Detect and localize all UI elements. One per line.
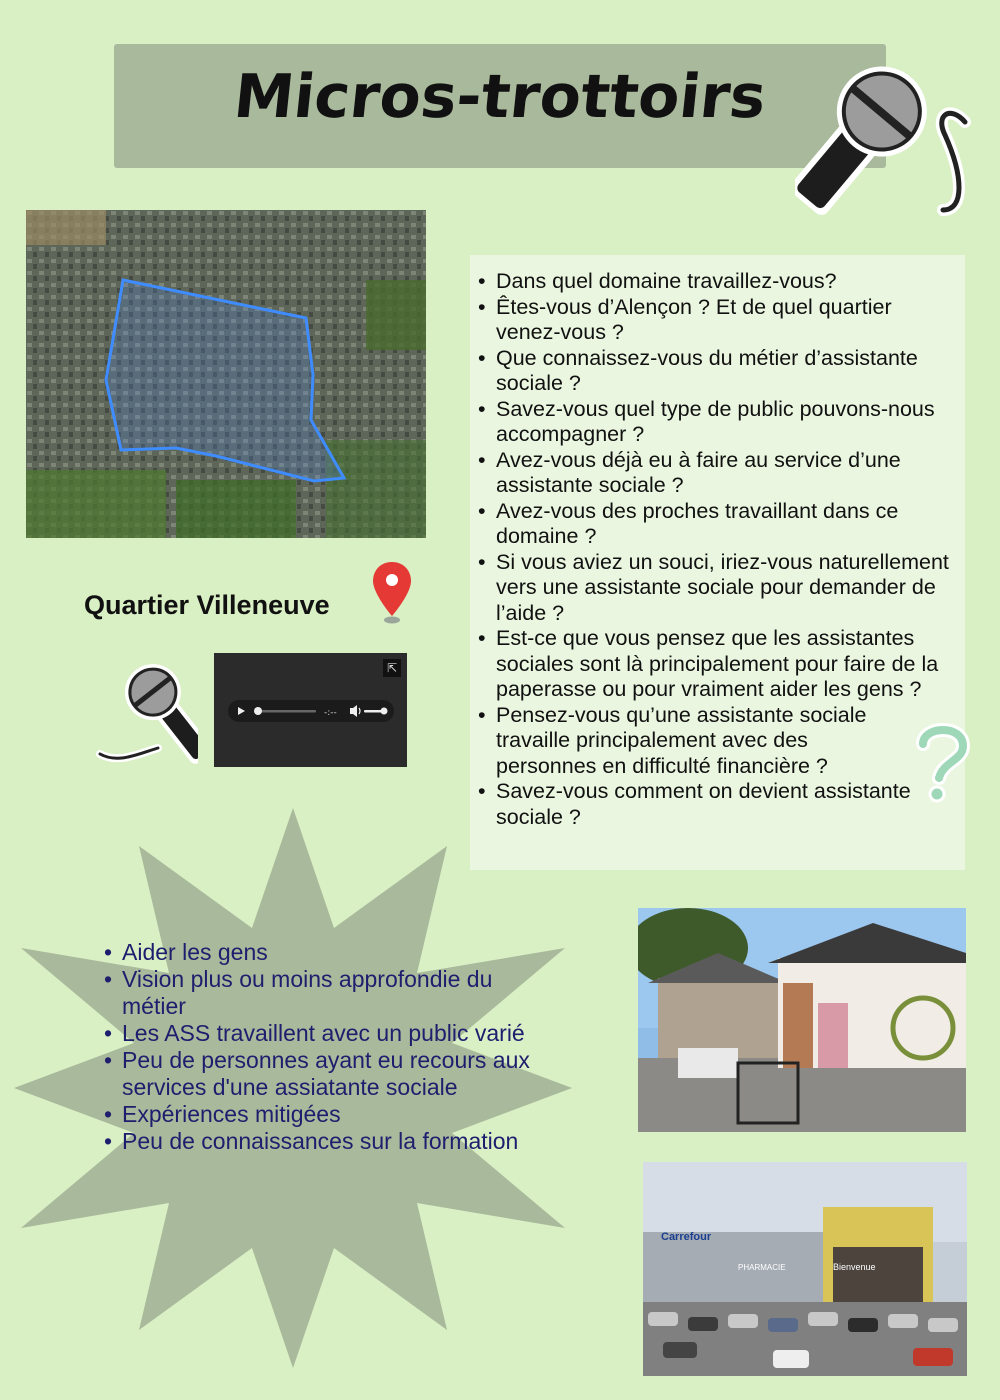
audio-player bbox=[214, 653, 407, 767]
question-item: • Si vous aviez un souci, iriez-vous naturellement vers une assistante sociale pour demander de l’aide ? bbox=[478, 550, 957, 627]
summary-list bbox=[102, 939, 532, 1155]
location-pin-icon bbox=[371, 560, 413, 626]
question-mark-icon bbox=[915, 722, 971, 804]
question-item: • Est-ce que vous pensez que les assistantes sociales sont là principalement pour faire de la paperasse ou pour vraiment aider les gens ? bbox=[478, 626, 957, 703]
svg-text:PHARMACIE: PHARMACIE bbox=[738, 1263, 786, 1272]
audio-controls bbox=[228, 700, 394, 722]
question-item: • Êtes-vous d’Alençon ? Et de quel quartier venez-vous ? bbox=[478, 295, 957, 346]
shopping-center-photo bbox=[643, 1162, 967, 1376]
summary-item: • Vision plus ou moins approfondie du métier bbox=[102, 966, 532, 1020]
page-title: Micros-trottoirs bbox=[230, 62, 770, 132]
external-link-icon[interactable]: ⇱ bbox=[383, 659, 401, 677]
question-item: • Savez-vous comment on devient assistante sociale ? bbox=[478, 779, 957, 830]
summary-item: • Expériences mitigées bbox=[102, 1101, 532, 1128]
summary-item: • Peu de connaissances sur la formation bbox=[102, 1128, 532, 1155]
questions-panel bbox=[470, 255, 965, 870]
audio-time: -:-- bbox=[324, 708, 337, 718]
microphone-icon bbox=[795, 60, 985, 235]
question-item: • Pensez-vous qu’une assistante sociale travaille principalement avec des personnes en difficulté financière ? bbox=[478, 703, 957, 780]
volume-icon[interactable] bbox=[350, 705, 360, 717]
summary-item: • Les ASS travaillent avec un public varié bbox=[102, 1020, 532, 1047]
audio-progress[interactable] bbox=[254, 710, 316, 713]
question-item: • Savez-vous quel type de public pouvons-nous accompagner ? bbox=[478, 397, 957, 448]
svg-text:Carrefour: Carrefour bbox=[661, 1231, 712, 1243]
summary-item: • Peu de personnes ayant eu recours aux services d'une assiatante sociale bbox=[102, 1047, 532, 1101]
district-label: Quartier Villeneuve bbox=[84, 590, 330, 620]
question-item: • Que connaissez-vous du métier d’assistante sociale ? bbox=[478, 346, 957, 397]
play-icon[interactable] bbox=[238, 707, 245, 715]
question-item: • Avez-vous des proches travaillant dans ce domaine ? bbox=[478, 499, 957, 550]
microphone-icon bbox=[78, 662, 198, 768]
community-center-photo bbox=[638, 908, 966, 1132]
svg-text:Bienvenue: Bienvenue bbox=[833, 1262, 876, 1272]
question-item: • Avez-vous déjà eu à faire au service d’une assistante sociale ? bbox=[478, 448, 957, 499]
satellite-map bbox=[26, 210, 426, 538]
summary-item: • Aider les gens bbox=[102, 939, 532, 966]
question-item: • Dans quel domaine travaillez-vous? bbox=[478, 269, 957, 295]
